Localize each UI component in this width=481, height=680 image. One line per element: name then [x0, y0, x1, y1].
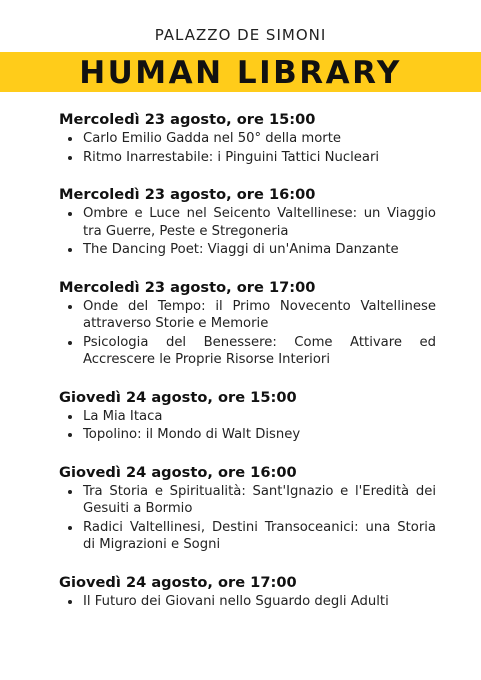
talk-title: La Mia Itaca — [83, 408, 163, 424]
talk-item — [59, 426, 436, 444]
bullet-icon — [68, 600, 72, 604]
bullet-icon — [68, 415, 72, 419]
session-heading: Mercoledì 23 agosto, ore 15:00 — [59, 111, 316, 128]
talk-item — [59, 408, 436, 426]
talk-title: Radici Valtellinesi, Destini Transoceanici: una Storia di Migrazioni e Sogni — [83, 519, 436, 552]
talk-item — [59, 483, 436, 518]
talk-item — [59, 130, 436, 148]
page-title: HUMAN LIBRARY — [79, 55, 402, 91]
bullet-icon — [68, 248, 72, 252]
talk-item — [59, 298, 436, 333]
schedule — [59, 110, 436, 629]
talk-title: The Dancing Poet: Viaggi di un'Anima Danzante — [83, 242, 399, 257]
bullet-icon — [68, 341, 72, 345]
talk-title: Topolino: il Mondo di Walt Disney — [83, 427, 301, 442]
session-heading: Mercoledì 23 agosto, ore 16:00 — [59, 186, 316, 203]
talk-title: Il Futuro dei Giovani nello Sguardo degli Adulti — [83, 593, 389, 609]
session-thu-1700 — [59, 573, 436, 611]
talk-title: Psicologia del Benessere: Come Attivare ed Accrescere le Proprie Risorse Interiori — [83, 334, 436, 367]
talk-item — [59, 241, 436, 259]
talk-title: Onde del Tempo: il Primo Novecento Valtellinese attraverso Storie e Memorie — [83, 298, 436, 331]
bullet-icon — [68, 137, 72, 141]
bullet-icon — [68, 156, 72, 160]
talk-item — [59, 334, 436, 369]
session-wed-1700 — [59, 278, 436, 369]
bullet-icon — [68, 526, 72, 530]
session-heading: Giovedì 24 agosto, ore 16:00 — [59, 463, 297, 481]
talk-item — [59, 519, 436, 554]
talk-title: Ritmo Inarrestabile: i Pinguini Tattici Nucleari — [83, 149, 380, 165]
session-heading: Mercoledì 23 agosto, ore 17:00 — [59, 278, 316, 296]
talk-title: Tra Storia e Spiritualità: Sant'Ignazio e l'Eredità dei Gesuiti a Bormio — [83, 483, 436, 516]
bullet-icon — [68, 212, 72, 216]
session-thu-1500 — [59, 388, 436, 444]
bullet-icon — [68, 490, 72, 494]
talk-item — [59, 593, 436, 611]
session-wed-1500 — [59, 110, 436, 166]
venue-name: PALAZZO DE SIMONI — [154, 26, 327, 44]
session-wed-1600 — [59, 185, 436, 259]
talk-title: Carlo Emilio Gadda nel 50° della morte — [83, 131, 341, 146]
session-heading: Giovedì 24 agosto, ore 17:00 — [59, 573, 297, 591]
bullet-icon — [68, 433, 72, 437]
talk-item — [59, 149, 436, 167]
session-thu-1600 — [59, 463, 436, 554]
bullet-icon — [68, 305, 72, 309]
talk-item — [59, 205, 436, 240]
talk-title: Ombre e Luce nel Seicento Valtellinese: un Viaggio tra Guerre, Peste e Stregoneria — [83, 206, 436, 239]
session-heading: Giovedì 24 agosto, ore 15:00 — [59, 388, 297, 406]
